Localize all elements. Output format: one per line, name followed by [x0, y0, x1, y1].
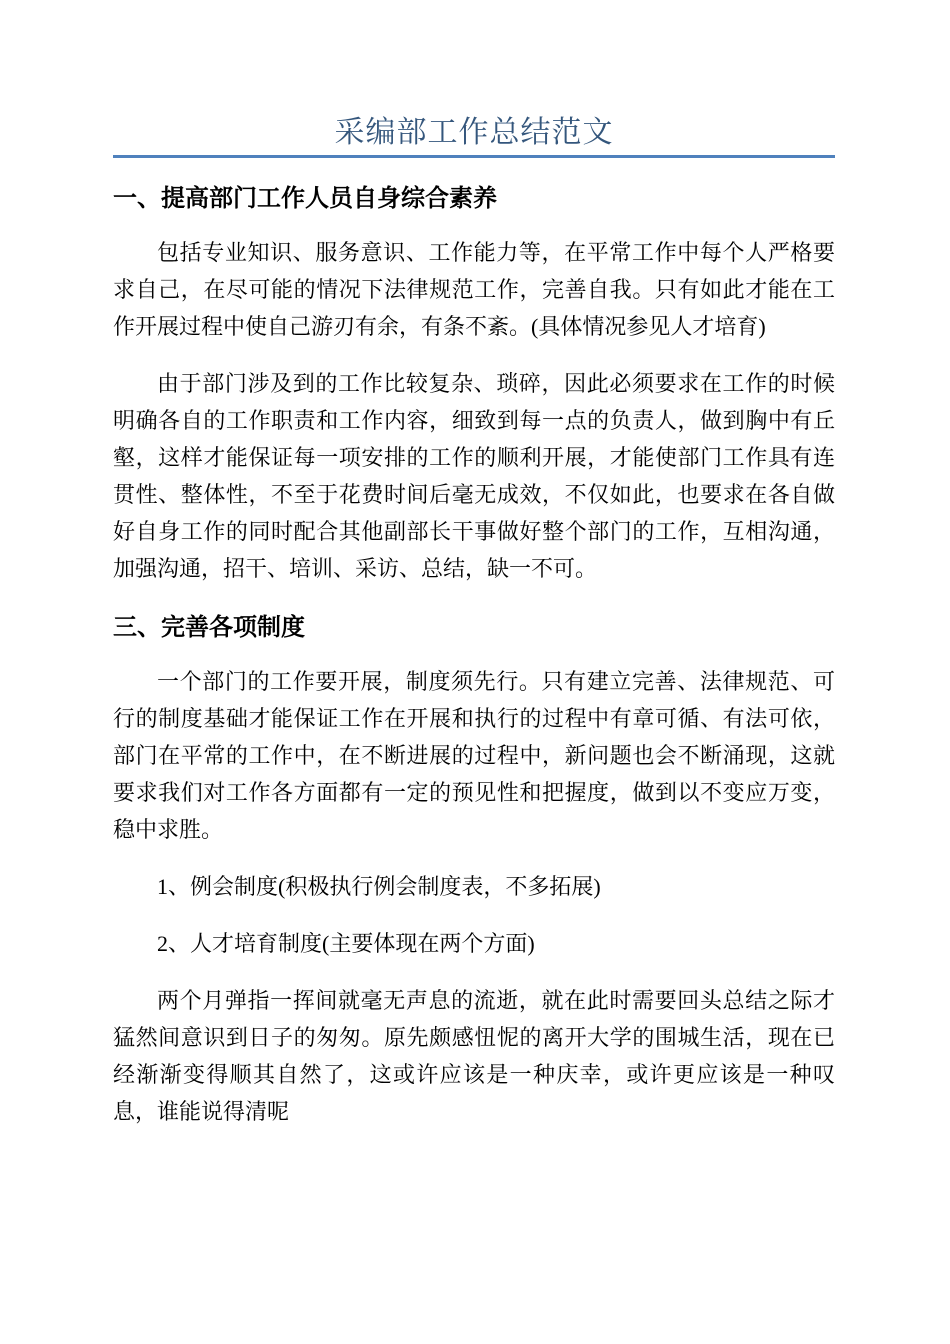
section-heading-improve-staff-quality: 一、提高部门工作人员自身综合素养: [113, 185, 497, 212]
section-heading-improve-systems: 三、完善各项制度: [113, 614, 305, 641]
paragraph-two-months-reflection: 两个月弹指一挥间就毫无声息的流逝，就在此时需要回头总结之际才猛然间意识到日子的匆匆。原先颇感忸怩的离开大学的围城生活，现在已经渐渐变得顺其自然了，这或许应该是一种庆幸，或许更应该是一种叹息，谁能说得清呢: [113, 988, 835, 1124]
paragraph-system-first: 一个部门的工作要开展，制度须先行。只有建立完善、法律规范、可行的制度基础才能保证工作在开展和执行的过程中有章可循、有法可依，部门在平常的工作中，在不断进展的过程中，新问题也会不断涌现，这就要求我们对工作各方面都有一定的预见性和把握度，做到以不变应万变，稳中求胜。: [113, 669, 835, 842]
list-item-regular-meeting-system: 1、例会制度(积极执行例会制度表，不多拓展): [157, 874, 601, 899]
title-divider-rule: [113, 155, 835, 158]
list-item-talent-cultivation-system: 2、人才培育制度(主要体现在两个方面): [157, 931, 535, 956]
paragraph-professional-knowledge: 包括专业知识、服务意识、工作能力等，在平常工作中每个人严格要求自己，在尽可能的情况下法律规范工作，完善自我。只有如此才能在工作开展过程中使自己游刃有余，有条不紊。(具体情况参见人才培育): [113, 240, 835, 339]
paragraph-work-responsibilities: 由于部门涉及到的工作比较复杂、琐碎，因此必须要求在工作的时候明确各自的工作职责和工作内容，细致到每一点的负责人，做到胸中有丘壑，这样才能保证每一项安排的工作的顺利开展，才能使部门工作具有连贯性、整体性，不至于花费时间后毫无成效，不仅如此，也要求在各自做好自身工作的同时配合其他副部长干事做好整个部门的工作，互相沟通，加强沟通，招干、培训、采访、总结，缺一不可。: [113, 371, 835, 581]
document-title: 采编部工作总结范文: [334, 116, 614, 149]
